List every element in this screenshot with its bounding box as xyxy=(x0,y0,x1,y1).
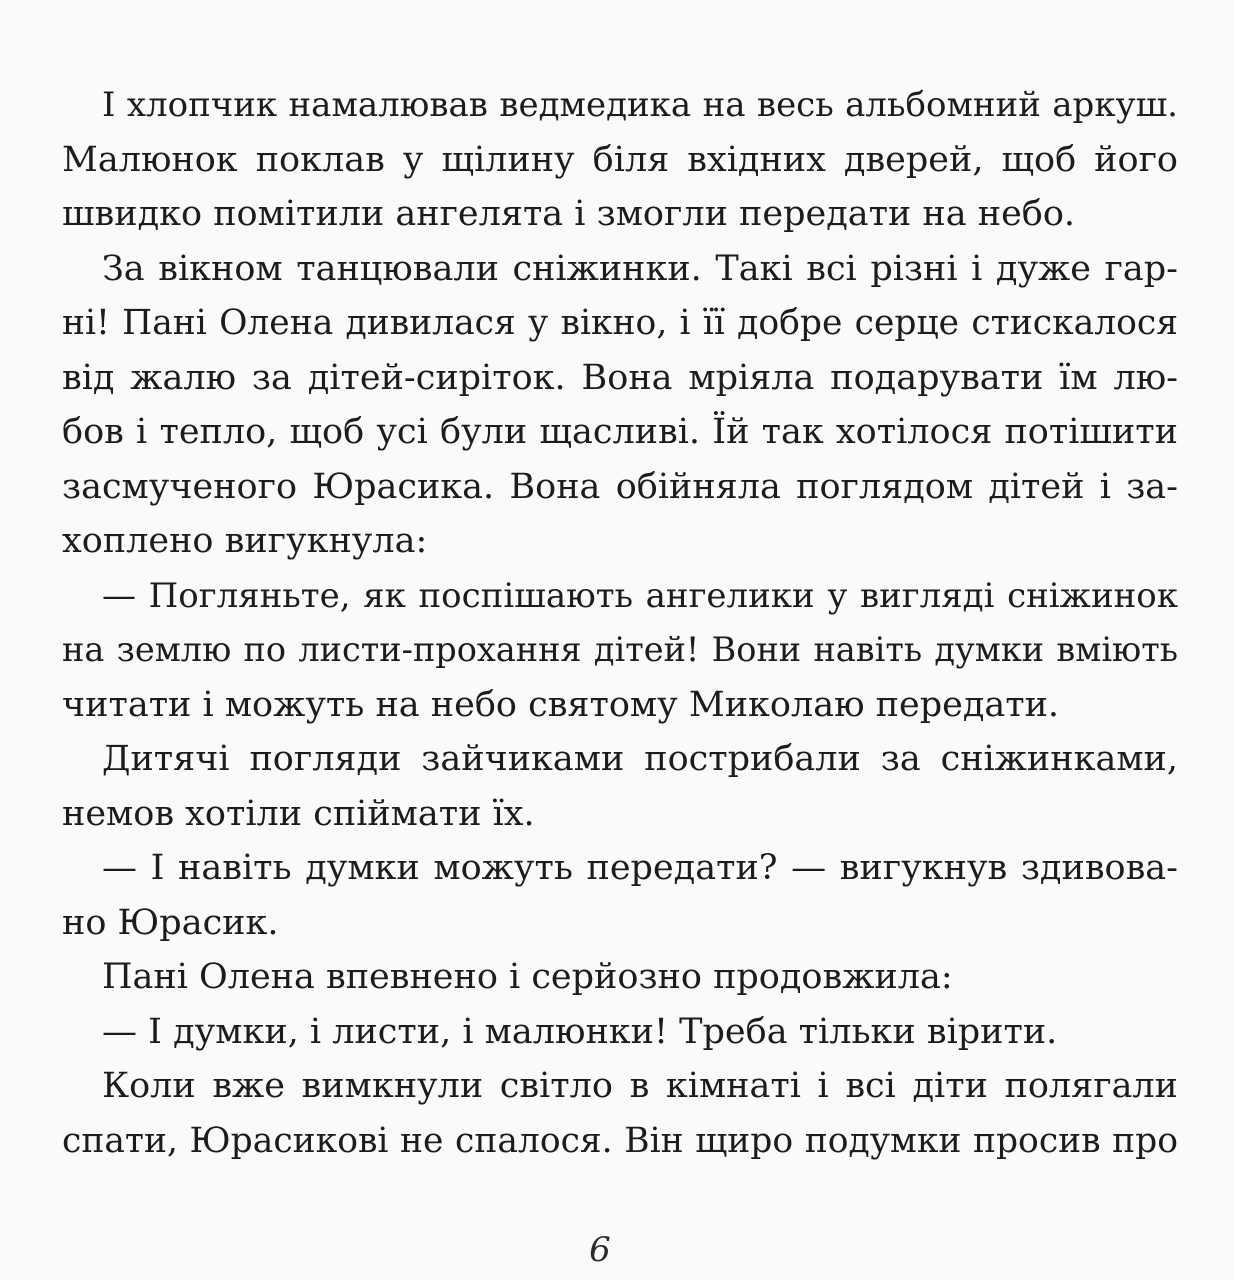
text-line: немов хотіли спіймати їх. xyxy=(62,793,535,834)
text-line: бов і тепло, щоб усі були щасливі. Їй так хотілося потішити xyxy=(62,412,1178,452)
text-line: — Погляньте, як поспішають ангелики у вигляді сніжинок xyxy=(102,575,1178,616)
text-line: — І навіть думки можуть передати? — вигукнув здивова- xyxy=(102,848,1178,888)
text-line: — І думки, і листи, і малюнки! Треба тільки вірити. xyxy=(102,1011,1058,1052)
text-line: спати, Юрасикові не спалося. Він щиро подумки просив про xyxy=(62,1120,1178,1161)
text-line: Пані Олена впевнено і серйозно продовжила: xyxy=(102,957,953,997)
text-line: від жалю за дітей-сиріток. Вона мріяла подарувати їм лю- xyxy=(62,357,1178,398)
text-line: Дитячі погляди зайчиками пострибали за сніжинками, xyxy=(102,739,1178,779)
text-line: засмученого Юрасика. Вона обійняла поглядом дітей і за- xyxy=(62,466,1178,507)
text-line: хоплено вигукнула: xyxy=(62,521,428,561)
text-line: Малюнок поклав у щілину біля вхідних дверей, щоб його xyxy=(62,139,1178,180)
text-line: но Юрасик. xyxy=(62,902,279,943)
text-line: читати і можуть на небо святому Миколаю передати. xyxy=(62,684,1060,725)
text-line: ні! Пані Олена дивилася у вікно, і її добре серце стискалося xyxy=(62,303,1178,343)
page-number: 6 xyxy=(589,1230,611,1270)
text-line: За вікном танцювали сніжинки. Такі всі різні і дуже гар- xyxy=(102,248,1178,289)
text-line: на землю по листи-прохання дітей! Вони навіть думки вміють xyxy=(62,630,1178,669)
page-text xyxy=(62,78,1178,1168)
text-line: швидко помітили ангелята і змогли передати на небо. xyxy=(62,194,1076,234)
text-line: І хлопчик намалював ведмедика на весь альбомний аркуш. xyxy=(102,85,1178,125)
text-line: Коли вже вимкнули світло в кімнаті і всі діти полягали xyxy=(102,1066,1178,1106)
